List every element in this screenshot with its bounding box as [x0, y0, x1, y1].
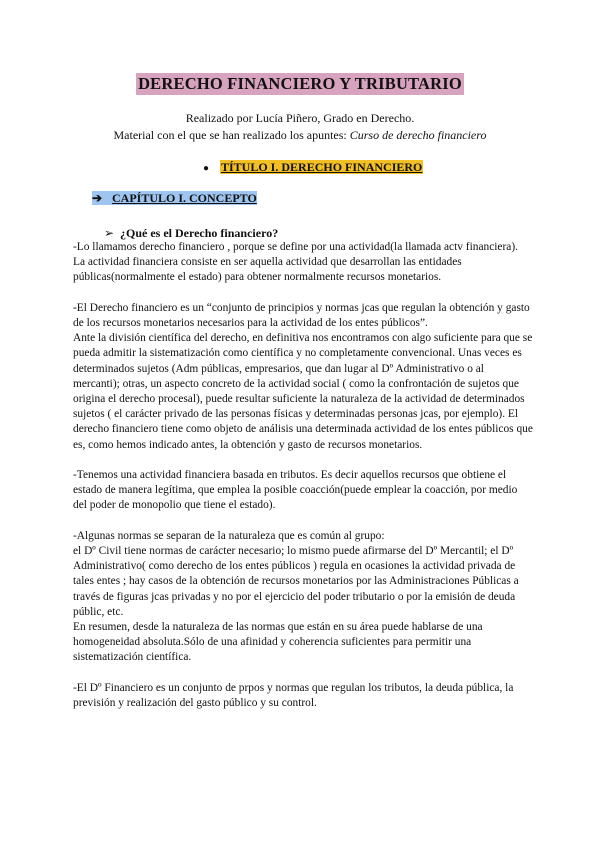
- material-prefix: Material con el que se han realizado los apuntes:: [113, 128, 350, 142]
- material-line: [0, 128, 600, 143]
- material-book: Curso de derecho financiero: [349, 128, 487, 142]
- title-wrap: [0, 73, 600, 95]
- paragraph: La actividad financiera consiste en ser aquella actividad que desarrollan las entidades públicas(normalmente el estado) para obtener normalmente recursos monetarios.: [73, 256, 462, 284]
- capitulo-highlight: [92, 191, 257, 205]
- body-text: [73, 240, 533, 711]
- titulo-heading: [203, 159, 423, 177]
- question-heading: [104, 226, 278, 241]
- paragraph: -Tenemos una actividad financiera basada en tributos. Es decir aquellos recursos que obtiene el estado de manera legítima, que emplea la posible coacción(puede emplear la coacción, por medio del poder de monopolio que tiene el estado).: [73, 469, 518, 512]
- paragraph-gap: [73, 666, 533, 681]
- paragraph: el Dº Civil tiene normas de carácter necesario; lo mismo puede afirmarse del Dº Mercantil; el Dº Administrativo( como derecho de los entes públicos ) regula en ocasiones la actividad privada de tales entes ; hay casos de la obtención de recursos monetarios por las Administraciones Públicas a través de figuras jcas privadas y no por el ejercicio del poder tributario o por la emisión de deuda públic, etc.: [73, 545, 519, 618]
- paragraph: -Algunas normas se separan de la naturaleza que es común al grupo:: [73, 529, 385, 542]
- paragraph: En resumen, desde la naturaleza de las normas que están en su área puede hablarse de una homogeneidad absoluta.Sólo de una afinidad y coherencia suficientes para permitir una sistematización científica.: [73, 621, 483, 664]
- titulo-text: TÍTULO I. DERECHO FINANCIERO: [221, 160, 423, 174]
- question-text: ¿Qué es el Derecho financiero?: [120, 226, 279, 240]
- arrowhead-icon: ➢: [104, 226, 115, 240]
- paragraph: -Lo llamamos derecho financiero , porque se define por una actividad(la llamada actv financiera).: [73, 241, 518, 253]
- document-title: DERECHO FINANCIERO Y TRIBUTARIO: [138, 74, 462, 93]
- bullet-icon: ●: [203, 163, 210, 174]
- paragraph-gap: [73, 514, 533, 529]
- paragraph-gap: [73, 286, 533, 301]
- paragraph: -El Derecho financiero es un “conjunto de principios y normas jcas que regulan la obtención y gasto de los recursos monetarios necesarios para la actividad de los entes públicos”.: [73, 301, 530, 329]
- arrow-right-icon: ➔: [92, 191, 103, 205]
- paragraph: -El Dº Financiero es un conjunto de prpos y normas que regulan los tributos, la deuda pública, la previsión y realización del gasto público y su control.: [73, 681, 514, 710]
- author-line: Realizado por Lucía Piñero, Grado en Derecho.: [185, 111, 415, 125]
- paragraph: Ante la división científica del derecho, en definitiva nos encontramos con algo suficiente para que se pueda admitir la sistematización como científica y no completamente convencional. Unas veces es determinados sujetos (Adm públicas, empresarios, que dan lugar al Dº Administrativo o al mercanti); otras, un aspecto concreto de la actividad social ( como la confrontación de sujetos que origina el derecho procesal), puede resultar suficiente la naturaleza de la actividad de determinados sujetos ( el carácter privado de las personas físicas y determinadas personas jcas, por ejemplo). El derecho financiero tiene como objeto de análisis una determinada actividad de los entes públicos que es, como hemos indicado antes, la obtención y gasto de recursos monetarios.: [73, 332, 533, 451]
- capitulo-heading: [92, 190, 257, 206]
- capitulo-text: CAPÍTULO I. CONCEPTO: [112, 191, 257, 205]
- paragraph-gap: [73, 453, 533, 468]
